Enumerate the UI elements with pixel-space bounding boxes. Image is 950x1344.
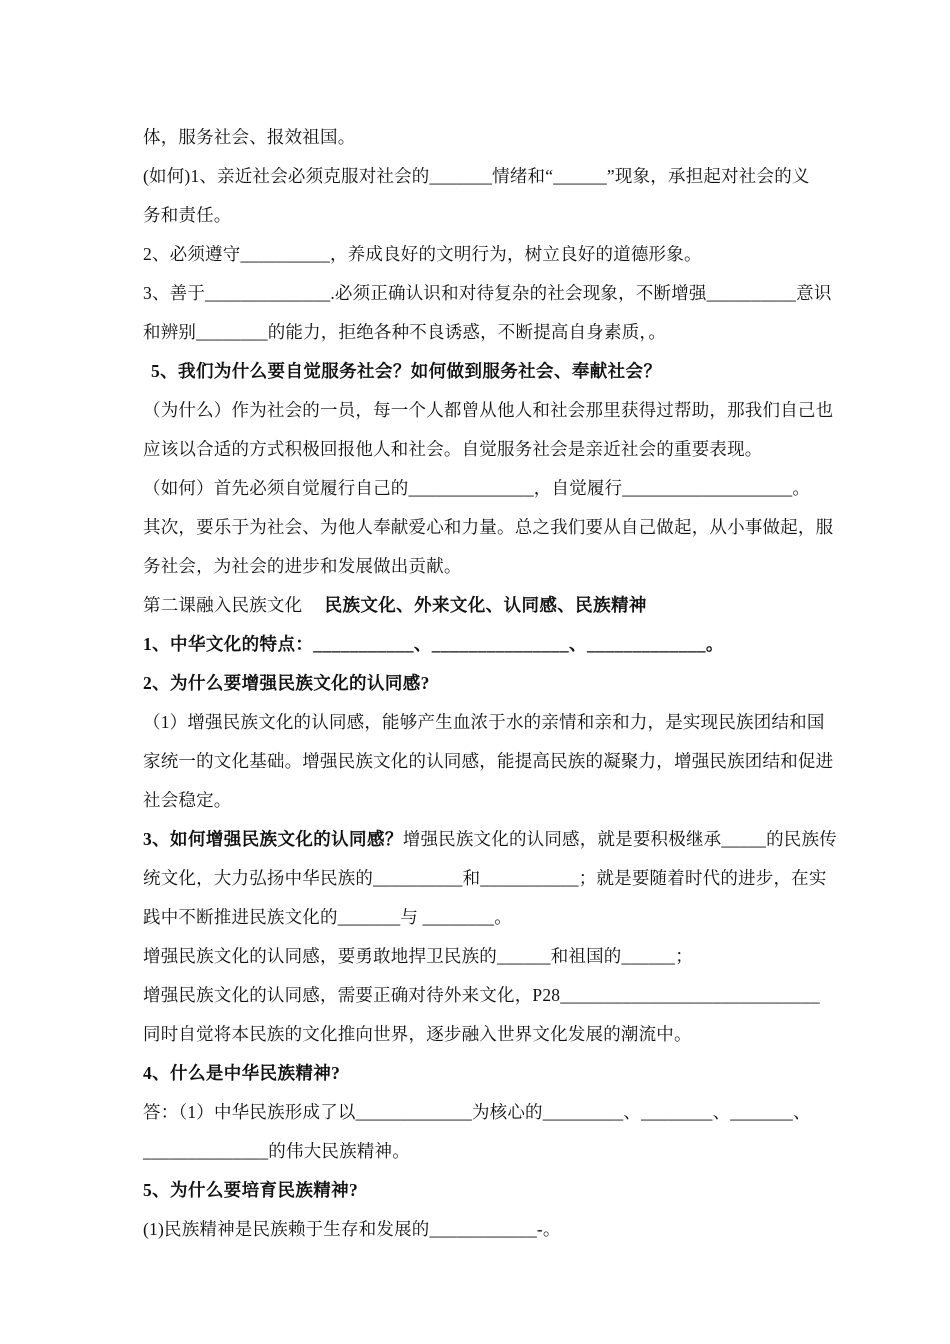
heading-text-run: 4、什么是中华民族精神? bbox=[143, 1063, 341, 1083]
body-text-run: 统文化，大力弘扬中华民族的__________和___________；就是要随着时代的进步，在实 bbox=[143, 868, 827, 888]
document-line bbox=[143, 508, 843, 547]
document-line bbox=[143, 313, 843, 352]
document-line bbox=[143, 547, 843, 586]
body-text-run: （1）增强民族文化的认同感，能够产生血浓于水的亲情和亲和力，是实现民族团结和国 bbox=[143, 712, 825, 732]
document-line bbox=[143, 1210, 843, 1249]
document-line bbox=[143, 1132, 843, 1171]
body-text-run: （如何）首先必须自觉履行自己的______________，自觉履行___________________。 bbox=[143, 478, 811, 498]
body-text-run: 增强民族文化的认同感，需要正确对待外来文化，P28_____________________________ bbox=[143, 985, 820, 1005]
body-text-run: 增强民族文化的认同感，就是要积极继承_____的民族传 bbox=[402, 829, 837, 849]
body-text-run: 同时自觉将本民族的文化推向世界，逐步融入世界文化发展的潮流中。 bbox=[143, 1024, 692, 1044]
document-line bbox=[143, 1054, 843, 1093]
document-line bbox=[143, 1015, 843, 1054]
body-text-run: 其次，要乐于为社会、为他人奉献爱心和力量。总之我们要从自己做起，从小事做起，服 bbox=[143, 517, 834, 537]
body-text-run: 践中不断推进民族文化的_______与 ________。 bbox=[143, 907, 512, 927]
document-line bbox=[143, 235, 843, 274]
document-line bbox=[143, 976, 843, 1015]
document-line bbox=[143, 664, 843, 703]
body-text-run: 务和责任。 bbox=[143, 205, 232, 225]
body-text-run: 体，服务社会、报效祖国。 bbox=[143, 127, 356, 147]
document-line bbox=[143, 274, 843, 313]
heading-text-run: 5、我们为什么要自觉服务社会？如何做到服务社会、奉献社会？ bbox=[151, 361, 662, 381]
heading-text-run: 3、如何增强民族文化的认同感？ bbox=[143, 829, 403, 849]
document-line bbox=[143, 430, 843, 469]
heading-text-run: 2、为什么要增强民族文化的认同感? bbox=[143, 673, 430, 693]
document-line bbox=[143, 118, 843, 157]
document-line bbox=[143, 1093, 843, 1132]
heading-text-run: 1、中华文化的特点：___________、_______________、_____________。 bbox=[143, 634, 724, 654]
heading-text-run: 民族文化、外来文化、认同感、民族精神 bbox=[324, 595, 647, 615]
body-text-run: 社会稳定。 bbox=[143, 790, 232, 810]
document-line bbox=[143, 859, 843, 898]
document-line bbox=[143, 469, 843, 508]
body-text-run: 务社会，为社会的进步和发展做出贡献。 bbox=[143, 556, 462, 576]
document-line bbox=[143, 781, 843, 820]
body-text-run: （为什么）作为社会的一员，每一个人都曾从他人和社会那里获得过帮助，那我们自己也 bbox=[143, 400, 834, 420]
body-text-run: 第二课融入民族文化 bbox=[143, 595, 325, 615]
body-text-run: 3、善于______________.必须正确认识和对待复杂的社会现象，不断增强__________意识 bbox=[143, 283, 832, 303]
document-line bbox=[143, 703, 843, 742]
body-text-run: (如何)1、亲近社会必须克服对社会的_______情绪和“______”现象，承担起对社会的义 bbox=[143, 166, 810, 186]
document-line bbox=[143, 196, 843, 235]
document-line bbox=[143, 157, 843, 196]
body-text-run: 应该以合适的方式积极回报他人和社会。自觉服务社会是亲近社会的重要表现。 bbox=[143, 439, 763, 459]
document-line bbox=[143, 898, 843, 937]
document-line bbox=[143, 391, 843, 430]
document-line bbox=[143, 820, 843, 859]
body-text-run: 和辨别________的能力，拒绝各种不良诱惑，不断提高自身素质，。 bbox=[143, 322, 667, 342]
heading-text-run: 5、为什么要培育民族精神? bbox=[143, 1180, 359, 1200]
body-text-run: (1)民族精神是民族赖于生存和发展的____________-。 bbox=[143, 1219, 561, 1239]
document-line bbox=[143, 352, 843, 391]
body-text-run: 2、必须遵守__________，养成良好的文明行为，树立良好的道德形象。 bbox=[143, 244, 702, 264]
document-line bbox=[143, 742, 843, 781]
body-text-run: ______________的伟大民族精神。 bbox=[143, 1141, 410, 1161]
document-line bbox=[143, 937, 843, 976]
worksheet-page bbox=[143, 118, 843, 1249]
document-line bbox=[143, 1171, 843, 1210]
document-line bbox=[143, 586, 843, 625]
body-text-run: 增强民族文化的认同感，要勇敢地捍卫民族的______和祖国的______； bbox=[143, 946, 693, 966]
document-line bbox=[143, 625, 843, 664]
body-text-run: 答：（1）中华民族形成了以_____________为核心的_________、________、_______、 bbox=[143, 1102, 811, 1122]
body-text-run: 家统一的文化基础。增强民族文化的认同感，能提高民族的凝聚力，增强民族团结和促进 bbox=[143, 751, 834, 771]
